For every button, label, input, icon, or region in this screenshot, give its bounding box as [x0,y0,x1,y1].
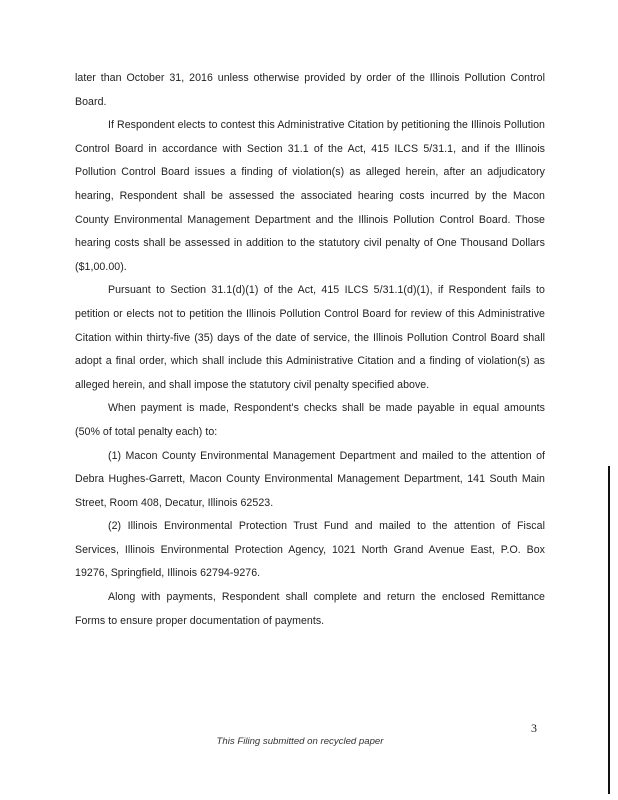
footer-note: This Filing submitted on recycled paper [216,736,384,747]
paragraph-payment: When payment is made, Respondent's checks shall be made payable in equal amounts (50% of total penalty each) to: [75,402,545,438]
paragraph-default-order: Pursuant to Section 31.1(d)(1) of the Act, 415 ILCS 5/31.1(d)(1), if Respondent fails to petition or elects not to petition the Illinois Pollution Control Board for review of this Administrative Citation within thirty-five (35) days of the date of service, the Illinois Pollution Control Board shall adopt a final order, which shall include this Administrative Citation and a finding of violation(s) as alleged herein, and shall impose the statutory civil penalty specified above. [75,284,545,391]
scan-edge-line [608,466,610,794]
paragraph-payee-trust-fund: (2) Illinois Environmental Protection Trust Fund and mailed to the attention of Fiscal Services, Illinois Environmental Protection Agency, 1021 North Grand Avenue East, P.O. Box 19276, Springfield, Illinois 62794-9276. [75,520,545,580]
paragraph-remittance: Along with payments, Respondent shall complete and return the enclosed Remittance Forms to ensure proper documentation of payments. [75,591,545,627]
paragraph-contest: If Respondent elects to contest this Administrative Citation by petitioning the Illinois Pollution Control Board in accordance with Section 31.1 of the Act, 415 ILCS 5/31.1, and if the Illinois Pollution Control Board issues a finding of violation(s) as alleged herein, after an adjudicatory hearing, Respondent shall be assessed the associated hearing costs incurred by the Macon County Environmental Management Department and the Illinois Pollution Control Board. Those hearing costs shall be assessed in addition to the statutory civil penalty of One Thousand Dollars ($1,00.00). [75,119,545,273]
paragraph-payee-macon: (1) Macon County Environmental Management Department and mailed to the attention of Debra Hughes-Garrett, Macon County Environmental Management Department, 141 South Main Street, Room 408, Decatur, Illinois 62523. [75,449,545,509]
page-number: 3 [531,721,537,735]
body-text [75,67,545,633]
paragraph-deadline: later than October 31, 2016 unless otherwise provided by order of the Illinois Pollution Control Board. [75,72,545,108]
